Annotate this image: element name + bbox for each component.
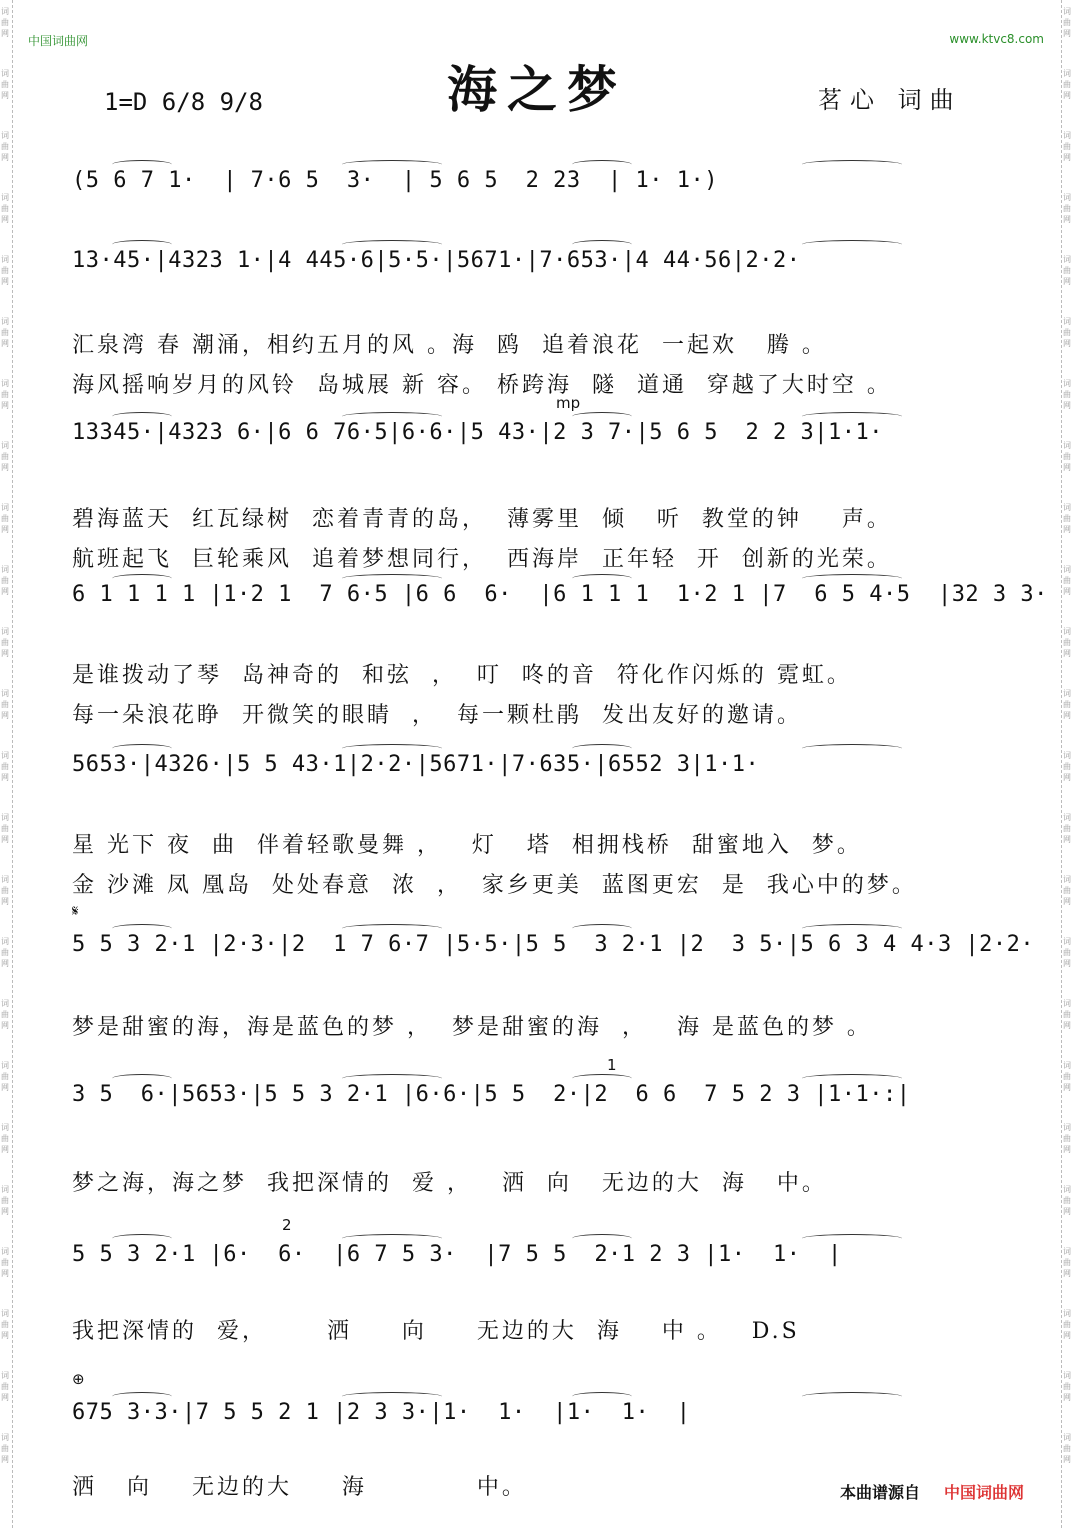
- slur-arc: [342, 1074, 442, 1083]
- right-watermark-strip: [1061, 0, 1074, 1528]
- watermark-text: 词曲网: [1, 689, 9, 720]
- slur-arc: [112, 412, 172, 421]
- slur-arc: [112, 744, 172, 753]
- watermark-text: 词曲网: [1, 379, 9, 410]
- slur-arc: [342, 412, 442, 421]
- watermark-text: 词曲网: [1063, 131, 1071, 162]
- watermark-text: 词曲网: [1063, 875, 1071, 906]
- lyric-line: 梦是甜蜜的海，海是蓝色的梦 ， 梦是甜蜜的海 ， 海 是蓝色的梦 。: [72, 1015, 872, 1040]
- watermark-text: 词曲网: [1063, 317, 1071, 348]
- watermark-text: 词曲网: [1063, 751, 1071, 782]
- watermark-text: 词曲网: [1, 1433, 9, 1464]
- slur-arc: [802, 160, 902, 169]
- notation-line: 5 5 3 2·1 |6· 6· |6 7 5 3· |7 5 5 2·1 2 3 |1· 1· |: [72, 1242, 842, 1267]
- lyric-line: 星 光下 夜 曲 伴着轻歌曼舞 ， 灯 塔 相拥栈桥 甜蜜地入 梦。: [72, 833, 862, 858]
- song-title: 海之梦: [447, 60, 627, 119]
- slur-arc: [112, 924, 172, 933]
- watermark-text: 词曲网: [1063, 689, 1071, 720]
- slur-arc: [802, 744, 902, 753]
- watermark-text: 词曲网: [1, 875, 9, 906]
- watermark-text: 词曲网: [1, 69, 9, 100]
- watermark-text: 词曲网: [1063, 69, 1071, 100]
- watermark-text: 词曲网: [1, 1061, 9, 1092]
- lyric-line: 洒 向 无边的大 海 中。: [72, 1475, 527, 1500]
- lyric-line: 金 沙滩 凤 凰岛 处处春意 浓 ， 家乡更美 蓝图更宏 是 我心中的梦。: [72, 873, 917, 898]
- watermark-text: 词曲网: [1, 7, 9, 38]
- watermark-text: 词曲网: [1, 1123, 9, 1154]
- source-site[interactable]: 中国词曲网: [944, 1483, 1025, 1502]
- watermark-text: 词曲网: [1063, 255, 1071, 286]
- site-url-right[interactable]: www.ktvc8.com: [949, 32, 1044, 46]
- watermark-text: 词曲网: [1063, 937, 1071, 968]
- notation-mark: 𝄋: [72, 902, 79, 920]
- lyric-line: 每一朵浪花睁 开微笑的眼睛 ， 每一颗杜鹃 发出友好的邀请。: [72, 703, 802, 728]
- slur-arc: [342, 1392, 442, 1401]
- slur-arc: [342, 1234, 442, 1243]
- watermark-text: 词曲网: [1063, 1123, 1071, 1154]
- notation-line: 6 1 1 1 1 |1·2 1 7 6·5 |6 6 6· |6 1 1 1 1·2 1 |7 6 5 4·5 |32 3 3·: [72, 582, 1048, 607]
- slur-arc: [572, 412, 632, 421]
- watermark-text: 词曲网: [1063, 503, 1071, 534]
- lyric-line: 汇泉湾 春 潮涌，相约五月的风 。海 鸥 追着浪花 一起欢 腾 。: [72, 333, 827, 358]
- slur-arc: [802, 574, 902, 583]
- notation-mark: ⊕: [72, 1370, 85, 1388]
- watermark-text: 词曲网: [1, 1371, 9, 1402]
- source-label: 本曲谱源自: [840, 1483, 921, 1502]
- left-watermark-strip: [0, 0, 13, 1528]
- watermark-text: 词曲网: [1, 193, 9, 224]
- slur-arc: [572, 1074, 632, 1083]
- notation-line: 3 5 6·|5653·|5 5 3 2·1 |6·6·|5 5 2·|2 6 6 7 5 2 3 |1·1·:|: [72, 1082, 911, 1107]
- lyric-line: 航班起飞 巨轮乘风 追着梦想同行， 西海岸 正年轻 开 创新的光荣。: [72, 547, 892, 572]
- slur-arc: [802, 240, 902, 249]
- notation-mark: 2: [282, 1216, 292, 1234]
- watermark-text: 词曲网: [1, 317, 9, 348]
- watermark-text: 词曲网: [1063, 627, 1071, 658]
- watermark-text: 词曲网: [1, 1247, 9, 1278]
- slur-arc: [802, 1234, 902, 1243]
- watermark-text: 词曲网: [1063, 1371, 1071, 1402]
- watermark-text: 词曲网: [1, 1185, 9, 1216]
- slur-arc: [112, 1234, 172, 1243]
- slur-arc: [342, 924, 442, 933]
- site-name-left[interactable]: 中国词曲网: [28, 34, 89, 48]
- slur-arc: [112, 1074, 172, 1083]
- slur-arc: [572, 1392, 632, 1401]
- lyric-line: 梦之海，海之梦 我把深情的 爱 ， 洒 向 无边的大 海 中。: [72, 1171, 827, 1196]
- slur-arc: [112, 160, 172, 169]
- slur-arc: [572, 574, 632, 583]
- slur-arc: [342, 160, 442, 169]
- watermark-text: 词曲网: [1063, 813, 1071, 844]
- slur-arc: [112, 574, 172, 583]
- watermark-text: 词曲网: [1, 751, 9, 782]
- notation-line: 13345·|4323 6·|6 6 76·5|6·6·|5 43·|2 3 7·|5 6 5 2 2 3|1·1·: [72, 420, 883, 445]
- watermark-text: 词曲网: [1, 813, 9, 844]
- slur-arc: [572, 160, 632, 169]
- slur-arc: [572, 924, 632, 933]
- slur-arc: [572, 240, 632, 249]
- notation-mark: mp: [556, 394, 581, 412]
- source-footer: [840, 1480, 1024, 1503]
- watermark-text: 词曲网: [1, 627, 9, 658]
- watermark-text: 词曲网: [1, 999, 9, 1030]
- watermark-text: 词曲网: [1, 131, 9, 162]
- notation-line: 13·45·|4323 1·|4 445·6|5·5·|5671·|7·653·|4 44·56|2·2·: [72, 248, 801, 273]
- watermark-text: 词曲网: [1063, 7, 1071, 38]
- watermark-text: 词曲网: [1063, 379, 1071, 410]
- notation-line: (5 6 7 1· | 7·6 5 3· | 5 6 5 2 23 | 1· 1·): [72, 168, 719, 193]
- watermark-text: 词曲网: [1, 1309, 9, 1340]
- watermark-text: 词曲网: [1, 565, 9, 596]
- lyric-line: 我把深情的 爱， 洒 向 无边的大 海 中 。 D.S: [72, 1319, 800, 1344]
- watermark-text: 词曲网: [1063, 565, 1071, 596]
- watermark-text: 词曲网: [1063, 1309, 1071, 1340]
- watermark-text: 词曲网: [1063, 193, 1071, 224]
- watermark-text: 词曲网: [1063, 1247, 1071, 1278]
- watermark-text: 词曲网: [1, 503, 9, 534]
- slur-arc: [342, 240, 442, 249]
- slur-arc: [802, 924, 902, 933]
- watermark-text: 词曲网: [1063, 441, 1071, 472]
- watermark-text: 词曲网: [1063, 1061, 1071, 1092]
- lyric-line: 海风摇响岁月的风铃 岛城展 新 容。 桥跨海 隧 道通 穿越了大时空 。: [72, 373, 892, 398]
- notation-mark: 1: [607, 1056, 617, 1074]
- slur-arc: [572, 1234, 632, 1243]
- watermark-text: 词曲网: [1063, 1185, 1071, 1216]
- key-signature: 1=D 6/8 9/8: [104, 88, 263, 116]
- slur-arc: [342, 744, 442, 753]
- watermark-text: 词曲网: [1063, 999, 1071, 1030]
- notation-line: 675 3·3·|7 5 5 2 1 |2 3 3·|1· 1· |1· 1· |: [72, 1400, 691, 1425]
- slur-arc: [112, 240, 172, 249]
- lyric-line: 是谁拨动了琴 岛神奇的 和弦 ， 叮 咚的音 符化作闪烁的 霓虹。: [72, 663, 852, 688]
- slur-arc: [572, 744, 632, 753]
- watermark-text: 词曲网: [1063, 1433, 1071, 1464]
- watermark-text: 词曲网: [1, 441, 9, 472]
- slur-arc: [802, 1392, 902, 1401]
- author-credit: 茗心 词曲: [818, 86, 962, 114]
- notation-line: 5653·|4326·|5 5 43·1|2·2·|5671·|7·635·|6552 3|1·1·: [72, 752, 760, 777]
- slur-arc: [802, 412, 902, 421]
- slur-arc: [112, 1392, 172, 1401]
- slur-arc: [802, 1074, 902, 1083]
- slur-arc: [342, 574, 442, 583]
- lyric-line: 碧海蓝天 红瓦绿树 恋着青青的岛， 薄雾里 倾 听 教堂的钟 声。: [72, 507, 892, 532]
- watermark-text: 词曲网: [1, 937, 9, 968]
- notation-line: 5 5 3 2·1 |2·3·|2 1 7 6·7 |5·5·|5 5 3 2·1 |2 3 5·|5 6 3 4 4·3 |2·2·: [72, 932, 1035, 957]
- watermark-text: 词曲网: [1, 255, 9, 286]
